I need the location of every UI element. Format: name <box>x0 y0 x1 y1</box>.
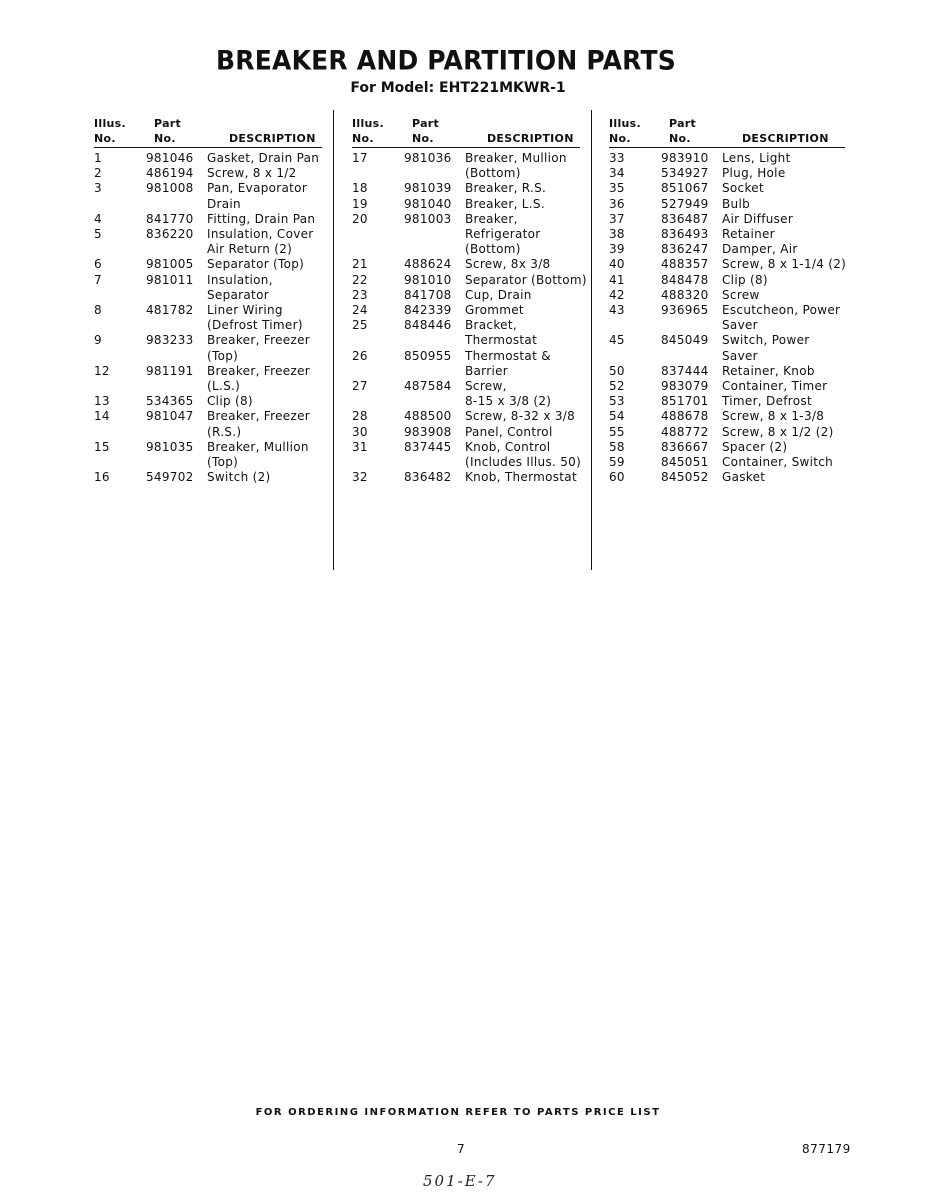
part-description: Screw, 8-32 x 3/8 <box>465 409 576 424</box>
part-number: 981008 <box>146 181 194 196</box>
part-number: 842339 <box>404 303 452 317</box>
column-divider <box>591 110 592 570</box>
illus-number: 3 <box>94 181 102 196</box>
header-illus-no: Illus. No. <box>94 117 126 145</box>
part-description: Refrigerator <box>465 227 541 241</box>
header-rule <box>352 147 580 148</box>
part-description: Air Return (2) <box>207 242 293 257</box>
illus-number: 5 <box>94 227 102 241</box>
part-number: 534365 <box>146 394 194 409</box>
illus-number: 39 <box>609 242 625 257</box>
part-description: Saver <box>722 318 758 333</box>
part-number: 851701 <box>661 394 709 409</box>
illus-number: 59 <box>609 455 625 469</box>
part-number: 837445 <box>404 439 452 454</box>
part-number: 836220 <box>146 227 194 241</box>
part-description: Insulation, Cover <box>207 227 314 241</box>
part-number: 848478 <box>661 272 709 287</box>
part-description: (R.S.) <box>207 424 242 439</box>
part-description: Grommet <box>465 303 524 317</box>
part-description: Insulation, <box>207 272 273 287</box>
part-description: Timer, Defrost <box>722 394 812 409</box>
part-number: 983908 <box>404 424 452 439</box>
illus-number: 9 <box>94 333 102 348</box>
part-description: (Top) <box>207 348 239 363</box>
part-description: Breaker, R.S. <box>465 181 547 196</box>
part-number: 841708 <box>404 287 452 302</box>
part-description: Separator (Bottom) <box>465 272 587 287</box>
illus-number: 7 <box>94 272 102 287</box>
part-description: Thermostat & <box>465 348 551 363</box>
part-number: 981047 <box>146 409 194 424</box>
illus-number: 18 <box>352 181 368 196</box>
illus-number: 1 <box>94 151 102 165</box>
illus-number: 36 <box>609 196 625 211</box>
part-description: Separator (Top) <box>207 257 305 272</box>
header-description: DESCRIPTION <box>487 132 574 145</box>
part-description: Screw, <box>465 379 507 393</box>
part-number: 936965 <box>661 303 709 317</box>
part-description: Switch, Power <box>722 333 810 348</box>
part-number: 487584 <box>404 379 452 393</box>
part-number: 981005 <box>146 257 194 272</box>
part-number: 836487 <box>661 211 709 226</box>
part-number: 549702 <box>146 470 194 485</box>
illus-number: 50 <box>609 363 625 378</box>
part-number: 836667 <box>661 439 709 454</box>
header-illus-no: Illus. No. <box>352 117 384 145</box>
illus-number: 43 <box>609 303 625 317</box>
part-description: Damper, Air <box>722 242 798 257</box>
header-part-no: Part No. <box>412 117 440 145</box>
part-description: Liner Wiring <box>207 303 283 317</box>
part-number: 488500 <box>404 409 452 424</box>
illus-number: 37 <box>609 211 625 226</box>
part-number: 534927 <box>661 166 709 181</box>
part-number: 981191 <box>146 363 194 378</box>
column-divider <box>333 110 334 570</box>
part-description: Spacer (2) <box>722 439 788 454</box>
part-number: 850955 <box>404 348 452 363</box>
part-description: Breaker, Mullion <box>465 151 567 165</box>
part-description: (Bottom) <box>465 166 521 181</box>
part-description: (Top) <box>207 455 239 469</box>
part-description: Breaker, Mullion <box>207 439 309 454</box>
part-description: Clip (8) <box>207 394 253 409</box>
illus-number: 8 <box>94 303 102 317</box>
part-number: 981039 <box>404 181 452 196</box>
illus-number: 27 <box>352 379 368 393</box>
illus-number: 55 <box>609 424 625 439</box>
illus-number: 4 <box>94 211 102 226</box>
illus-number: 33 <box>609 151 625 165</box>
part-number: 486194 <box>146 166 194 181</box>
page-title: BREAKER AND PARTITION PARTS <box>216 44 676 77</box>
illus-number: 45 <box>609 333 625 348</box>
part-description: Air Diffuser <box>722 211 794 226</box>
part-description: (L.S.) <box>207 379 241 393</box>
illus-number: 31 <box>352 439 368 454</box>
part-number: 981036 <box>404 151 452 165</box>
part-description: Container, Switch <box>722 455 834 469</box>
illus-number: 28 <box>352 409 368 424</box>
part-number: 527949 <box>661 196 709 211</box>
part-description: Bracket, <box>465 318 517 333</box>
part-description: Knob, Control <box>465 439 551 454</box>
part-description: (Bottom) <box>465 242 521 257</box>
part-number: 836247 <box>661 242 709 257</box>
part-description: 8-15 x 3/8 (2) <box>465 394 552 409</box>
illus-number: 19 <box>352 196 368 211</box>
illus-number: 17 <box>352 151 368 165</box>
part-description: (Includes Illus. 50) <box>465 455 582 469</box>
illus-number: 23 <box>352 287 368 302</box>
illus-number: 60 <box>609 470 625 485</box>
part-description: Breaker, L.S. <box>465 196 545 211</box>
part-number: 981040 <box>404 196 452 211</box>
part-description: Escutcheon, Power <box>722 303 841 317</box>
illus-number: 22 <box>352 272 368 287</box>
header-description: DESCRIPTION <box>229 132 316 145</box>
part-description: Switch (2) <box>207 470 271 485</box>
illus-number: 26 <box>352 348 368 363</box>
part-description: Breaker, Freezer <box>207 333 310 348</box>
illus-number: 15 <box>94 439 110 454</box>
illus-number: 6 <box>94 257 102 272</box>
part-description: Cup, Drain <box>465 287 532 302</box>
part-number: 845049 <box>661 333 709 348</box>
part-number: 981046 <box>146 151 194 165</box>
illus-number: 12 <box>94 363 110 378</box>
illus-number: 54 <box>609 409 625 424</box>
illus-number: 53 <box>609 394 625 409</box>
part-description: Breaker, Freezer <box>207 363 310 378</box>
part-description: Socket <box>722 181 764 196</box>
part-description: Panel, Control <box>465 424 553 439</box>
illus-number: 21 <box>352 257 368 272</box>
part-number: 848446 <box>404 318 452 333</box>
part-description: Plug, Hole <box>722 166 786 181</box>
illus-number: 42 <box>609 287 625 302</box>
part-description: (Defrost Timer) <box>207 318 303 333</box>
header-part-no: Part No. <box>154 117 182 145</box>
part-description: Drain <box>207 196 241 211</box>
part-description: Gasket <box>722 470 766 485</box>
part-description: Fitting, Drain Pan <box>207 211 316 226</box>
part-number: 981010 <box>404 272 452 287</box>
illus-number: 2 <box>94 166 102 181</box>
part-description: Screw, 8 x 1-3/8 <box>722 409 825 424</box>
part-description: Breaker, Freezer <box>207 409 310 424</box>
part-number: 983233 <box>146 333 194 348</box>
part-number: 836493 <box>661 227 709 241</box>
part-description: Retainer <box>722 227 775 241</box>
part-description: Knob, Thermostat <box>465 470 577 485</box>
illus-number: 16 <box>94 470 110 485</box>
part-number: 981035 <box>146 439 194 454</box>
part-number: 488357 <box>661 257 709 272</box>
part-description: Screw, 8 x 1/2 <box>207 166 297 181</box>
part-number: 851067 <box>661 181 709 196</box>
ordering-note: FOR ORDERING INFORMATION REFER TO PARTS PRICE LIST <box>255 1107 661 1118</box>
part-number: 488678 <box>661 409 709 424</box>
part-number: 981011 <box>146 272 194 287</box>
part-number: 488772 <box>661 424 709 439</box>
part-number: 845051 <box>661 455 709 469</box>
document-number: 877179 <box>802 1142 851 1156</box>
part-description: Screw, 8 x 1-1/4 (2) <box>722 257 847 272</box>
part-description: Bulb <box>722 196 750 211</box>
part-description: Screw <box>722 287 760 302</box>
part-description: Screw, 8 x 1/2 (2) <box>722 424 834 439</box>
part-number: 837444 <box>661 363 709 378</box>
part-description: Thermostat <box>465 333 538 348</box>
part-description: Retainer, Knob <box>722 363 815 378</box>
header-rule <box>609 147 845 148</box>
header-illus-no: Illus. No. <box>609 117 641 145</box>
illus-number: 58 <box>609 439 625 454</box>
part-number: 841770 <box>146 211 194 226</box>
part-number: 983079 <box>661 379 709 393</box>
part-number: 488624 <box>404 257 452 272</box>
part-description: Saver <box>722 348 758 363</box>
illus-number: 30 <box>352 424 368 439</box>
part-number: 983910 <box>661 151 709 165</box>
part-description: Screw, 8x 3/8 <box>465 257 551 272</box>
illus-number: 40 <box>609 257 625 272</box>
illus-number: 20 <box>352 211 368 226</box>
illus-number: 13 <box>94 394 110 409</box>
handwritten-note: 501-E-7 <box>423 1172 497 1190</box>
part-description: Pan, Evaporator <box>207 181 308 196</box>
illus-number: 25 <box>352 318 368 333</box>
part-description: Gasket, Drain Pan <box>207 151 320 165</box>
illus-number: 32 <box>352 470 368 485</box>
part-description: Barrier <box>465 363 508 378</box>
part-number: 481782 <box>146 303 194 317</box>
part-number: 981003 <box>404 211 452 226</box>
illus-number: 14 <box>94 409 110 424</box>
illus-number: 52 <box>609 379 625 393</box>
header-rule <box>94 147 322 148</box>
part-description: Separator <box>207 287 269 302</box>
part-number: 488320 <box>661 287 709 302</box>
page-number: 7 <box>457 1142 465 1156</box>
model-subtitle: For Model: EHT221MKWR-1 <box>350 80 566 96</box>
header-part-no: Part No. <box>669 117 697 145</box>
illus-number: 24 <box>352 303 368 317</box>
header-description: DESCRIPTION <box>742 132 829 145</box>
part-description: Clip (8) <box>722 272 768 287</box>
part-description: Container, Timer <box>722 379 828 393</box>
illus-number: 34 <box>609 166 625 181</box>
illus-number: 35 <box>609 181 625 196</box>
part-description: Breaker, <box>465 211 518 226</box>
illus-number: 38 <box>609 227 625 241</box>
part-description: Lens, Light <box>722 151 791 165</box>
illus-number: 41 <box>609 272 625 287</box>
part-number: 836482 <box>404 470 452 485</box>
part-number: 845052 <box>661 470 709 485</box>
